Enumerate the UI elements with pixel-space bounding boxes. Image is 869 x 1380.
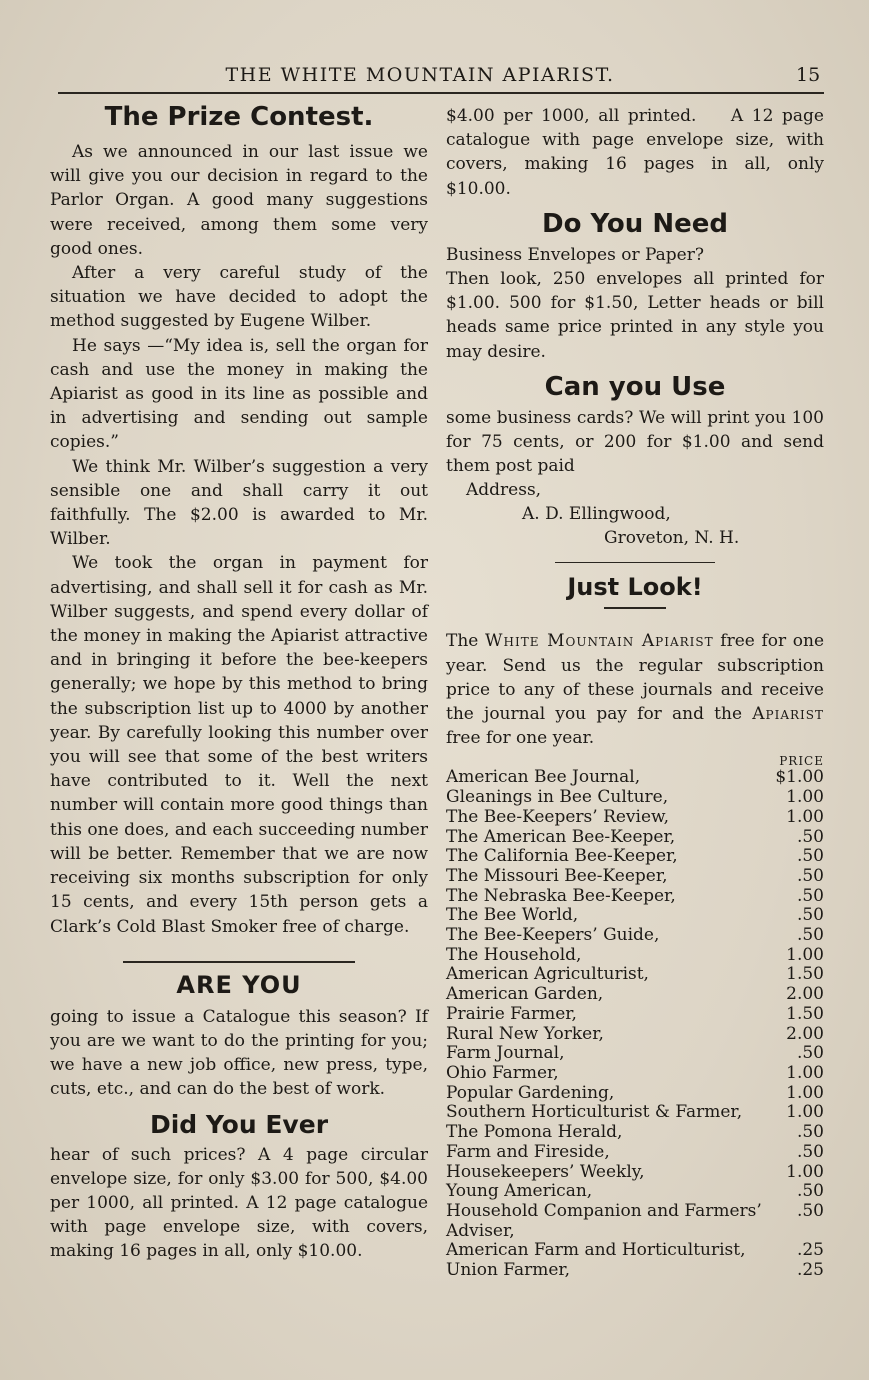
journal-name: Farm and Fireside, [446, 1141, 610, 1162]
journal-row [446, 1261, 824, 1281]
journal-price: 1.00 [786, 1082, 824, 1103]
journal-name: The Bee-Keepers’ Guide, [446, 925, 660, 946]
journal-name: Popular Gardening, [446, 1082, 615, 1103]
journal-name: Farm Journal, [446, 1043, 565, 1064]
journal-name: The Bee-Keepers’ Review, [446, 806, 669, 827]
journal-name: The California Bee-Keeper, [446, 846, 678, 867]
journal-name: Rural New Yorker, [446, 1023, 604, 1044]
journal-row [446, 1084, 824, 1104]
journal-row [446, 867, 824, 887]
journal-price: 1.00 [786, 1161, 824, 1182]
journal-row [446, 828, 824, 848]
running-header: THE WHITE MOUNTAIN APIARIST. [225, 64, 615, 86]
journal-row [446, 887, 824, 907]
prize-paragraph: He says —“My idea is, sell the organ for cash and use the money in making the Apiarist as good in its line as possible and in advertising and sending out sample copies.” [50, 335, 428, 453]
journal-price: 1.50 [786, 964, 824, 985]
price-column-header: PRICE [779, 754, 824, 769]
do-you-need-heading: Do You Need [542, 208, 728, 239]
did-you-ever-heading: Did You Ever [149, 1109, 329, 1139]
section-divider [555, 562, 715, 563]
journal-row [446, 1005, 824, 1025]
journal-row [446, 1163, 824, 1183]
journal-row [446, 985, 824, 1005]
journal-price: .50 [796, 925, 824, 946]
prize-contest-heading: The Prize Contest. [104, 102, 374, 132]
journal-row [446, 1025, 824, 1045]
did-you-ever-continued: $4.00 per 1000, all printed. A 12 page catalogue with page envelope size, with covers, making 16 pages in all, only $10.00. [446, 106, 824, 199]
journal-name: The Household, [446, 944, 582, 965]
journal-row [446, 1143, 824, 1163]
journal-row [446, 965, 824, 985]
journal-price: .50 [796, 1200, 824, 1221]
journal-name: American Bee Journal, [446, 767, 641, 788]
journal-name: Gleanings in Bee Culture, [446, 787, 669, 808]
are-you-heading: ARE YOU [176, 970, 302, 999]
apiarist-name: Apiarist [752, 704, 824, 725]
address-place: Groveton, N. H. [604, 528, 740, 549]
journal-row [446, 1123, 824, 1143]
journal-name: Union Farmer, [446, 1260, 571, 1281]
journal-price: 2.00 [786, 1023, 824, 1044]
journal-price: .50 [796, 826, 824, 847]
journal-price: 1.00 [786, 944, 824, 965]
journal-name: Young American, [446, 1181, 593, 1202]
journal-price: .50 [796, 885, 824, 906]
journal-price: .50 [796, 1122, 824, 1143]
journal-row [446, 946, 824, 966]
did-you-ever-text: hear of such prices? A 4 page circular envelope size, for only $3.00 for 500, $4.00 per 1000, all printed. A 12 page catalogue with page envelope size, with covers, making 16 pages in all, only $10.00. [50, 1144, 428, 1262]
journal-price: 1.00 [786, 1063, 824, 1083]
journal-name: Prairie Farmer, [446, 1003, 577, 1024]
journal-row [446, 768, 824, 788]
journal-row [446, 906, 824, 926]
journal-row [446, 1182, 824, 1202]
can-you-use-text: some business cards? We will print you 100 for 75 cents, or 200 for $1.00 and send them post paid [446, 407, 824, 477]
just-look-text-end: free for one year. [446, 728, 595, 749]
journal-row [446, 1044, 824, 1064]
journal-row [446, 788, 824, 808]
journal-price: .50 [796, 1141, 824, 1162]
journal-name: American Garden, [446, 984, 604, 1005]
journal-title: White Mountain Apiarist [485, 631, 714, 652]
address-name: A. D. Ellingwood, [522, 504, 671, 525]
just-look-text-start: The [446, 631, 479, 652]
journal-price: .50 [796, 1181, 824, 1202]
journal-name: The American Bee-Keeper, [446, 826, 676, 847]
journal-price: 1.00 [786, 806, 824, 827]
journal-row [446, 1103, 824, 1123]
journal-name: Southern Horticulturist & Farmer, [446, 1102, 743, 1123]
journal-price: $1.00 [775, 767, 824, 788]
journal-price: .50 [796, 865, 824, 886]
header-rule [58, 92, 824, 94]
can-you-use-heading: Can you Use [544, 371, 726, 402]
section-divider [123, 961, 355, 963]
journal-row [446, 808, 824, 828]
journal-price: .50 [796, 905, 824, 926]
heading-underline [604, 607, 666, 609]
do-you-need-text: Then look, 250 envelopes all printed for $1.00. 500 for $1.50, Letter heads or bill heads same price printed in any style you may desire. [446, 269, 824, 362]
just-look-text-middle: free for one year. Send us the regular subscription price to any of these journals and receive the journal you pay for and the [446, 631, 825, 725]
journal-price: .25 [796, 1260, 824, 1281]
journal-row [446, 1241, 824, 1261]
journal-name: The Pomona Herald, [446, 1122, 623, 1143]
journal-row [446, 847, 824, 867]
journal-name: Household Companion and Farmers’ Adviser, [446, 1200, 762, 1241]
journal-row [446, 1064, 824, 1084]
journal-price: 1.00 [786, 787, 824, 808]
journal-name: American Agriculturist, [446, 964, 649, 985]
journal-name: The Missouri Bee-Keeper, [446, 865, 668, 886]
journal-name: The Nebraska Bee-Keeper, [446, 885, 676, 906]
journal-price: .50 [796, 1043, 824, 1064]
journal-price: 2.00 [786, 984, 824, 1005]
journal-name: Ohio Farmer, [446, 1063, 559, 1083]
journal-price-list [446, 768, 824, 1280]
prize-paragraph: As we announced in our last issue we will give you our decision in regard to the Parlor Organ. A good many suggestions were received, among them some very good ones. [50, 142, 428, 259]
journal-price: .50 [796, 846, 824, 867]
page-number: 15 [796, 64, 821, 86]
prize-paragraph: After a very careful study of the situation we have decided to adopt the method suggested by Eugene Wilber. [50, 263, 428, 332]
journal-name: American Farm and Horticulturist, [446, 1240, 746, 1261]
prize-paragraph: We took the organ in payment for advertising, and shall sell it for cash as Mr. Wilber suggests, and spend every dollar of the money in making the Apiarist attractive and in bringing it before the bee-keepers generally; we hope by this method to bring the subscription list up to 4000 by another year. By carefully looking this number over you will see that some of the best writers have contributed to it. Well the next number will contain more good things than this one does, and each succeeding number will be better. Remember that we are now receiving six months subscription for only 15 cents, and every 15th person gets a Clark’s Cold Blast Smoker free of charge. [50, 553, 428, 937]
just-look-text [446, 629, 824, 750]
journal-price: .25 [796, 1240, 824, 1261]
journal-name: Housekeepers’ Weekly, [446, 1161, 645, 1182]
are-you-text: going to issue a Catalogue this season? If you are we want to do the printing for you; we have a new job office, new press, type, cuts, etc., and can do the best of work. [50, 1006, 428, 1100]
journal-price: 1.50 [786, 1003, 824, 1024]
journal-row [446, 1202, 824, 1241]
left-column [50, 96, 428, 1262]
journal-name: The Bee World, [446, 905, 579, 926]
journal-price: 1.00 [786, 1102, 824, 1123]
right-column [446, 96, 824, 1281]
address-label: Address, [466, 480, 542, 501]
do-you-need-line1: Business Envelopes or Paper? [446, 244, 704, 265]
journal-row [446, 926, 824, 946]
just-look-heading: Just Look! [567, 573, 703, 602]
prize-paragraph: We think Mr. Wilber’s suggestion a very sensible one and shall carry it out faithfully. The $2.00 is awarded to Mr. Wilber. [50, 456, 428, 550]
